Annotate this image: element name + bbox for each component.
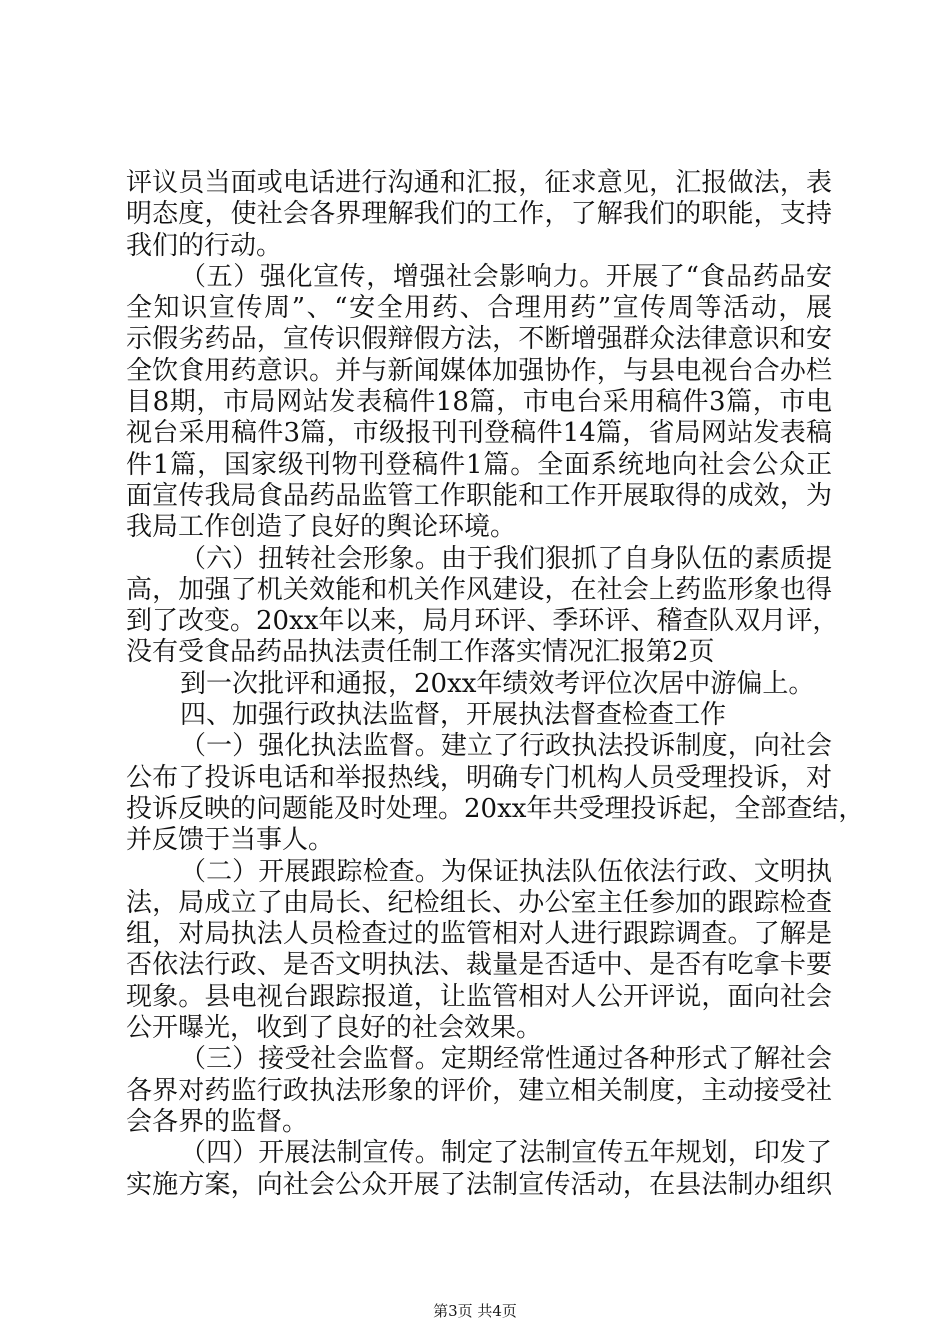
- text-line: 我局工作创造了良好的舆论环境。: [126, 512, 517, 543]
- text-line: 否依法行政、是否文明执法、裁量是否适中、是否有吃拿卡要: [126, 950, 832, 981]
- paragraph-first-line: 到一次批评和通报，20xx年绩效考评位次居中游偏上。: [180, 668, 815, 699]
- text-line: 公布了投诉电话和举报热线，明确专门机构人员受理投诉，对: [126, 762, 832, 793]
- paragraph-first-line: （二）开展跟踪检查。为保证执法队伍依法行政、文明执: [180, 856, 832, 887]
- text-line: 各界对药监行政执法形象的评价，建立相关制度，主动接受社: [126, 1075, 832, 1106]
- text-line: 现象。县电视台跟踪报道，让监管相对人公开评说，面向社会: [126, 981, 832, 1012]
- paragraph-first-line: （五）强化宣传，增强社会影响力。开展了“食品药品安: [180, 261, 832, 292]
- text-line: 组，对局执法人员检查过的监管相对人进行跟踪调查。了解是: [126, 919, 832, 950]
- text-line: 投诉反映的问题能及时处理。20xx年共受理投诉起，全部查结，: [126, 793, 865, 824]
- text-line: 并反馈于当事人。: [126, 825, 335, 856]
- text-line: 示假劣药品，宣传识假辩假方法，不断增强群众法律意识和安: [126, 324, 832, 355]
- text-line: 全知识宣传周”、“安全用药、合理用药”宣传周等活动，展: [126, 293, 832, 324]
- text-line: 公开曝光，收到了良好的社会效果。: [126, 1013, 543, 1044]
- text-line: 面宣传我局食品药品监管工作职能和工作开展取得的成效，为: [126, 480, 832, 511]
- paragraph-first-line: （一）强化执法监督。建立了行政执法投诉制度，向社会: [180, 731, 832, 762]
- text-line: 实施方案，向社会公众开展了法制宣传活动，在县法制办组织: [126, 1169, 832, 1200]
- paragraph-first-line: （三）接受社会监督。定期经常性通过各种形式了解社会: [180, 1044, 832, 1075]
- text-line: 法，局成立了由局长、纪检组长、办公室主任参加的跟踪检查: [126, 887, 832, 918]
- text-line: 高，加强了机关效能和机关作风建设，在社会上药监形象也得: [126, 574, 832, 605]
- paragraph-first-line: （四）开展法制宣传。制定了法制宣传五年规划，印发了: [180, 1138, 832, 1169]
- text-line: 到了改变。20xx年以来，局月环评、季环评、稽查队双月评，: [126, 606, 839, 637]
- text-line: 没有受食品药品执法责任制工作落实情况汇报第2页: [126, 637, 715, 668]
- text-line: 视台采用稿件3篇，市级报刊刊登稿件14篇，省局网站发表稿: [126, 418, 832, 449]
- page-footer: 第3页 共4页: [433, 1302, 517, 1320]
- text-line: 评议员当面或电话进行沟通和汇报，征求意见，汇报做法，表: [126, 168, 832, 198]
- paragraph-first-line: （六）扭转社会形象。由于我们狠抓了自身队伍的素质提: [180, 543, 832, 574]
- document-body: [126, 168, 865, 1201]
- text-line: 目8期，市局网站发表稿件18篇，市电台采用稿件3篇，市电: [126, 387, 832, 418]
- text-line: 件1篇，国家级刊物刊登稿件1篇。全面系统地向社会公众正: [126, 449, 832, 480]
- text-line: 全饮食用药意识。并与新闻媒体加强协作，与县电视台合办栏: [126, 355, 832, 386]
- section-heading: 四、加强行政执法监督，开展执法督查检查工作: [180, 700, 727, 731]
- text-line: 明态度，使社会各界理解我们的工作，了解我们的职能，支持: [126, 199, 832, 230]
- text-line: 我们的行动。: [126, 230, 283, 261]
- text-line: 会各界的监督。: [126, 1106, 309, 1137]
